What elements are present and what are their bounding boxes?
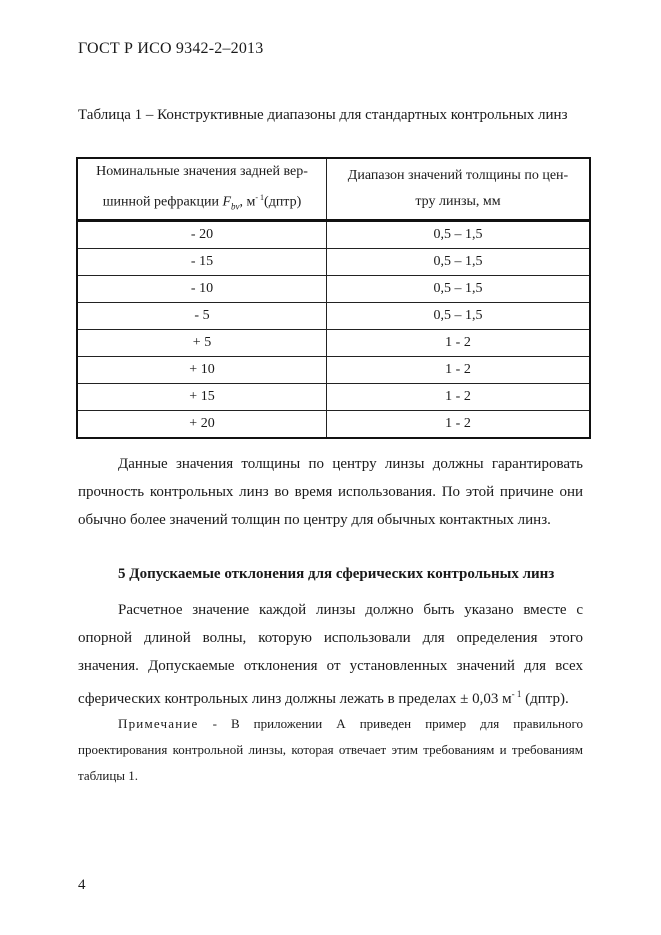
col2-header-line2: тру линзы, мм bbox=[415, 194, 501, 210]
page-number: 4 bbox=[78, 877, 86, 893]
table-row bbox=[77, 384, 590, 411]
refraction-cell: + 20 bbox=[77, 411, 327, 439]
col1-header-line1: Номинальные значения задней вер- bbox=[96, 164, 308, 179]
table-row bbox=[77, 276, 590, 303]
refraction-cell: - 20 bbox=[77, 221, 327, 249]
col1-header-line2: шинной рефракции bbox=[102, 194, 219, 210]
table-row bbox=[77, 411, 590, 439]
table-row bbox=[77, 330, 590, 357]
thickness-cell: 0,5 – 1,5 bbox=[327, 249, 591, 276]
col1-header-tail: (дптр) bbox=[264, 194, 302, 210]
refraction-cell: + 5 bbox=[77, 330, 327, 357]
paragraph-tolerances-main: Расчетное значение каждой линзы должно быть указано вместе с опорной длиной волны, которую использовали для определения этого значения. Допускаемые отклонения от установленных значений для всех сферических контрольных линз должны лежать в пределах ± 0,03 м bbox=[78, 602, 583, 707]
note-label: Примечание bbox=[118, 716, 199, 731]
table-caption: Таблица 1 – Конструктивные диапазоны для стандартных контрольных линз bbox=[78, 107, 568, 123]
thickness-cell: 1 - 2 bbox=[327, 357, 591, 384]
thickness-cell: 0,5 – 1,5 bbox=[327, 303, 591, 330]
paragraph-thickness bbox=[78, 450, 583, 534]
thickness-cell: 0,5 – 1,5 bbox=[327, 276, 591, 303]
refraction-cell: + 10 bbox=[77, 357, 327, 384]
paragraph-tolerances-text bbox=[78, 596, 583, 713]
column-header-thickness bbox=[327, 158, 591, 221]
thickness-cell: 1 - 2 bbox=[327, 384, 591, 411]
col1-header-subscript: bv bbox=[231, 201, 240, 212]
column-header-refraction bbox=[77, 158, 327, 221]
table-row bbox=[77, 221, 590, 249]
document-header: ГОСТ Р ИСО 9342-2–2013 bbox=[78, 40, 264, 57]
col1-header-unit: , м bbox=[239, 194, 256, 210]
table-header-row bbox=[77, 158, 590, 221]
thickness-cell: 0,5 – 1,5 bbox=[327, 221, 591, 249]
thickness-cell: 1 - 2 bbox=[327, 330, 591, 357]
note-text: - В приложении А приведен пример для правильного проектирования контрольной линзы, которая отвечает этим требованиям и требованиям таблицы 1. bbox=[78, 716, 583, 783]
col1-header-symbol: F bbox=[222, 194, 231, 210]
paragraph-tolerances bbox=[78, 596, 583, 713]
col2-header-line1: Диапазон значений толщины по цен- bbox=[347, 168, 569, 184]
lens-range-table bbox=[76, 157, 591, 439]
refraction-cell: - 15 bbox=[77, 249, 327, 276]
note bbox=[78, 711, 583, 789]
table-body bbox=[77, 221, 590, 439]
table-row bbox=[77, 249, 590, 276]
refraction-cell: + 15 bbox=[77, 384, 327, 411]
paragraph-thickness-text: Данные значения толщины по центру линзы должны гарантировать прочность контрольных линз во время использования. По этой причине они обычно более значений толщин по центру для обычных контактных линз. bbox=[78, 456, 583, 528]
refraction-cell: - 10 bbox=[77, 276, 327, 303]
thickness-cell: 1 - 2 bbox=[327, 411, 591, 439]
section-heading: 5 Допускаемые отклонения для сферических контрольных линз bbox=[118, 566, 555, 582]
col1-header-superscript: - 1 bbox=[255, 193, 265, 202]
refraction-cell: - 5 bbox=[77, 303, 327, 330]
paragraph-tolerances-tail: (дптр). bbox=[521, 691, 569, 707]
table-row bbox=[77, 303, 590, 330]
table-row bbox=[77, 357, 590, 384]
paragraph-tolerances-sup: - 1 bbox=[511, 689, 522, 699]
